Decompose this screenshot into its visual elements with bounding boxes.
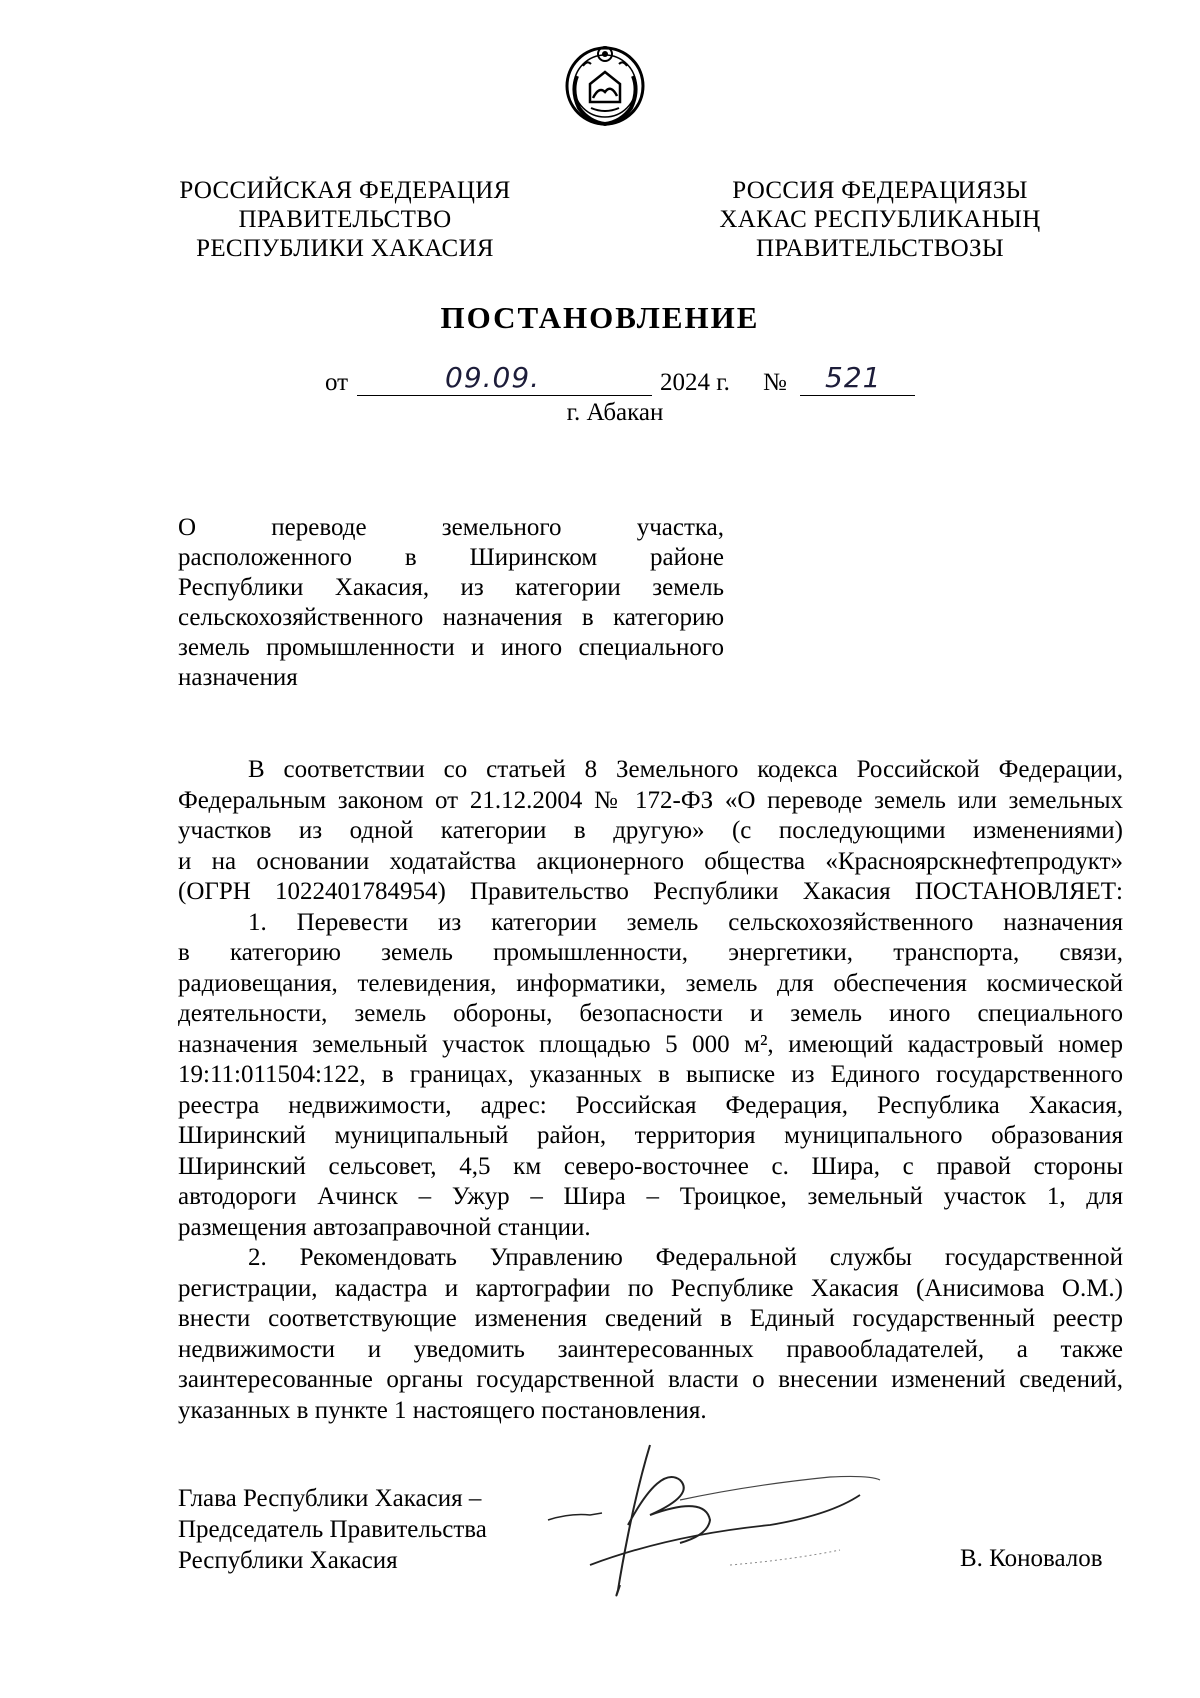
header-right-line: ПРАВИТЕЛЬСТВОЗЫ — [756, 235, 1004, 262]
body-line: В соответствии со статьей 8 Земельного кодекса Российской Федерации, — [248, 756, 1123, 783]
body-line: заинтересованные органы государственной власти о внесении изменений сведений, — [178, 1366, 1123, 1393]
body-line: недвижимости и уведомить заинтересованных правообладателей, а также — [178, 1335, 1123, 1363]
date-year: 2024 г. — [660, 369, 730, 396]
subject-block — [178, 513, 724, 693]
body-line: Федеральным законом от 21.12.2004 № 172-ФЗ «О переводе земель или земельных — [178, 786, 1123, 814]
body-line: автодороги Ачинск – Ужур – Шира – Троицкое, земельный участок 1, для — [178, 1183, 1123, 1210]
handwritten-signature — [530, 1425, 910, 1615]
body-line: радиовещания, телевидения, информатики, земель для обеспечения космической — [178, 969, 1123, 997]
date-prefix: от — [325, 369, 349, 396]
body-line: (ОГРН 1022401784954) Правительство Республики Хакасия ПОСТАНОВЛЯЕТ: — [178, 878, 1123, 905]
handwritten-number: 521 — [825, 361, 882, 394]
body-line: в категорию земель промышленности, энергетики, транспорта, связи, — [178, 939, 1123, 966]
header-left-line: РЕСПУБЛИКИ ХАКАСИЯ — [196, 235, 494, 262]
body-line: 1. Перевести из категории земель сельскохозяйственного назначения — [248, 908, 1123, 936]
header-left-line: ПРАВИТЕЛЬСТВО — [238, 206, 452, 233]
signatory-title-line: Глава Республики Хакасия – — [178, 1485, 482, 1512]
body-line: Ширинский муниципальный район, территория муниципального образования — [178, 1122, 1123, 1149]
subject-line: расположенного в Ширинском районе — [178, 544, 724, 571]
header-left — [170, 176, 520, 263]
header-left-line: РОССИЙСКАЯ ФЕДЕРАЦИЯ — [179, 177, 511, 204]
subject-line: сельскохозяйственного назначения в категорию — [178, 604, 724, 631]
header-right — [715, 176, 1045, 263]
body-line: размещения автозаправочной станции. — [178, 1213, 591, 1241]
body-line: и на основании ходатайства акционерного общества «Красноярскнефтепродукт» — [178, 847, 1123, 875]
header-right-line: РОССИЯ ФЕДЕРАЦИЯЗЫ — [732, 177, 1028, 204]
body-line: указанных в пункте 1 настоящего постановления. — [178, 1396, 707, 1424]
signatory-title-line: Председатель Правительства — [178, 1516, 487, 1543]
body-line: Ширинский сельсовет, 4,5 км северо-восточнее с. Шира, с правой стороны — [178, 1152, 1123, 1180]
body-line: регистрации, кадастра и картографии по Республике Хакасия (Анисимова О.М.) — [178, 1274, 1123, 1302]
body-line: назначения земельный участок площадью 5 000 м², имеющий кадастровый номер — [178, 1030, 1123, 1058]
body-line: 19:11:011504:122, в границах, указанных в выписке из Единого государственного — [178, 1061, 1123, 1088]
signatory-name: В. Коновалов — [960, 1545, 1103, 1572]
city: г. Абакан — [566, 399, 664, 426]
subject-line: Республики Хакасия, из категории земель — [178, 574, 724, 601]
signatory-title — [178, 1483, 487, 1576]
body-line: 2. Рекомендовать Управлению Федеральной службы государственной — [248, 1244, 1123, 1271]
body-line: внести соответствующие изменения сведений в Единый государственный реестр — [178, 1305, 1123, 1332]
body-line: реестра недвижимости, адрес: Российская Федерация, Республика Хакасия, — [178, 1091, 1123, 1119]
subject-line: назначения — [178, 664, 298, 691]
body-line: участков из одной категории в другую» (с последующими изменениями) — [178, 817, 1123, 844]
dateline — [325, 361, 925, 397]
subject-line: О переводе земельного участка, — [178, 514, 724, 541]
body-line: деятельности, земель обороны, безопасности и земель иного специального — [178, 1000, 1123, 1027]
date-underline — [357, 395, 652, 396]
body-text — [178, 755, 1123, 1426]
document-title: ПОСТАНОВЛЕНИЕ — [440, 300, 760, 335]
signatory-title-line: Республики Хакасия — [178, 1547, 398, 1574]
number-prefix: № — [763, 369, 787, 396]
handwritten-date: 09.09. — [445, 361, 541, 394]
coat-of-arms-icon — [563, 36, 647, 136]
subject-line: земель промышленности и иного специального — [178, 634, 724, 661]
number-underline — [800, 395, 915, 396]
header-right-line: ХАКАС РЕСПУБЛИКАНЫҢ — [719, 206, 1041, 233]
